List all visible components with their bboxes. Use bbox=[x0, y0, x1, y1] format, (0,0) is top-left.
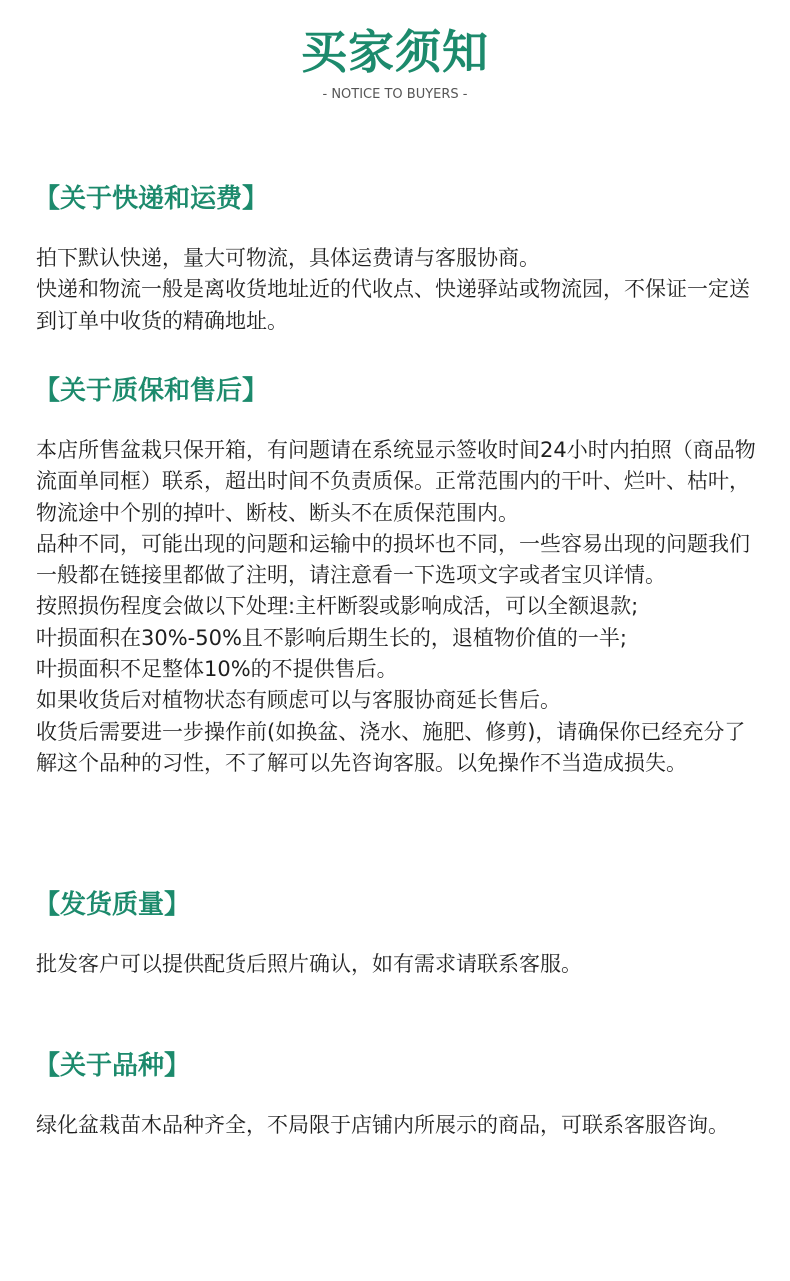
section-body bbox=[36, 435, 756, 779]
section-shipment-quality bbox=[36, 888, 756, 980]
paragraph: 叶损面积在30%-50%且不影响后期生长的，退植物价值的一半; bbox=[36, 625, 628, 650]
paragraph: 本店所售盆栽只保开箱，有问题请在系统显示签收时间24小时内拍照（商品物流面单同框）联系，超出时间不负责质保。正常范围内的干叶、烂叶、枯叶，物流途中个别的掉叶、断枝、断头不在质保范围内。 bbox=[36, 438, 756, 525]
section-heading: 【关于品种】 bbox=[34, 1051, 191, 1081]
paragraph: 收货后需要进一步操作前(如换盆、浇水、施肥、修剪)，请确保你已经充分了解这个品种的习性，不了解可以先咨询客服。以免操作不当造成损失。 bbox=[36, 719, 746, 775]
section-shipping bbox=[36, 182, 756, 337]
notice-header bbox=[0, 22, 790, 104]
paragraph: 品种不同，可能出现的问题和运输中的损坏也不同，一些容易出现的问题我们一般都在链接里都做了注明，请注意看一下选项文字或者宝贝详情。 bbox=[36, 531, 750, 588]
section-body bbox=[36, 1110, 756, 1141]
paragraph: 如果收货后对植物状态有顾虑可以与客服协商延长售后。 bbox=[36, 688, 561, 713]
paragraph: 拍下默认快递，量大可物流，具体运费请与客服协商。 bbox=[36, 246, 540, 270]
paragraph: 叶损面积不足整体10%的不提供售后。 bbox=[36, 657, 398, 682]
paragraph: 批发客户可以提供配货后照片确认，如有需求请联系客服。 bbox=[36, 952, 582, 976]
page-title: 买家须知 bbox=[301, 25, 489, 79]
section-heading: 【关于快递和运费】 bbox=[34, 184, 269, 214]
section-varieties bbox=[36, 1049, 756, 1141]
paragraph: 快递和物流一般是离收货地址近的代收点、快递驿站或物流园，不保证一定送到订单中收货的精确地址。 bbox=[36, 277, 750, 333]
page-subtitle: - NOTICE TO BUYERS - bbox=[322, 87, 468, 102]
section-warranty bbox=[36, 374, 756, 779]
section-heading: 【发货质量】 bbox=[34, 890, 191, 920]
section-body bbox=[36, 949, 756, 980]
paragraph: 绿化盆栽苗木品种齐全，不局限于店铺内所展示的商品，可联系客服咨询。 bbox=[36, 1113, 729, 1137]
paragraph: 按照损伤程度会做以下处理:主杆断裂或影响成活，可以全额退款; bbox=[36, 594, 639, 619]
section-body bbox=[36, 243, 756, 337]
section-heading: 【关于质保和售后】 bbox=[34, 376, 269, 406]
